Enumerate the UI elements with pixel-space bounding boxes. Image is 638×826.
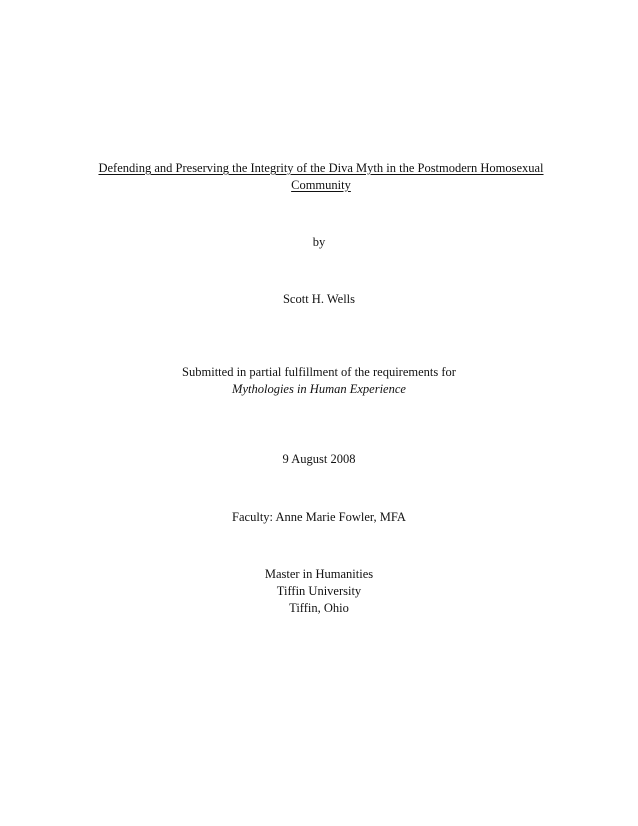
by-line: by <box>312 235 326 249</box>
university-name: Tiffin University <box>276 584 362 598</box>
submission-date: 9 August 2008 <box>282 452 356 466</box>
author-name: Scott H. Wells <box>282 292 356 306</box>
faculty-advisor: Faculty: Anne Marie Fowler, MFA <box>232 510 406 524</box>
thesis-title-line-2: Community <box>291 178 351 192</box>
thesis-title <box>86 160 556 194</box>
degree-program: Master in Humanities <box>264 567 374 581</box>
submission-text: Submitted in partial fulfillment of the requirements for <box>182 365 456 379</box>
university-location: Tiffin, Ohio <box>289 601 349 615</box>
thesis-title-line-1: Defending and Preserving the Integrity of the Diva Myth in the Postmodern Homosexual <box>98 161 544 175</box>
course-name: Mythologies in Human Experience <box>232 382 406 396</box>
institution-block <box>0 566 638 617</box>
submission-statement <box>0 364 638 398</box>
